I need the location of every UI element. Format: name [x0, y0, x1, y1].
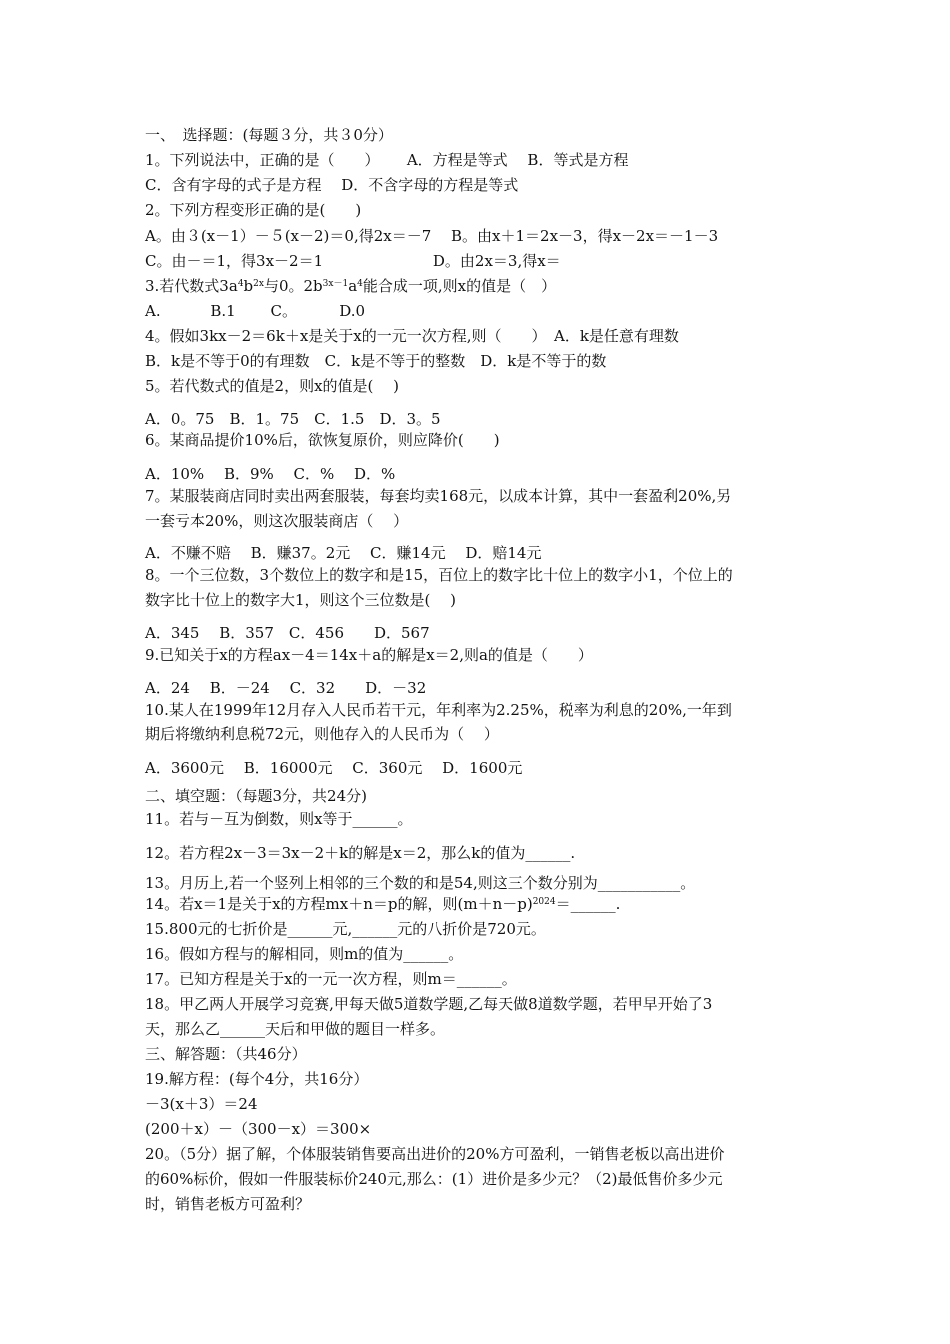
- question-line: 3.若代数式$3a^4b^{2x}$与0。$2b^{3x-1}a^4$能合成一项,则x的值是（ ）: [145, 277, 557, 295]
- question-line: 10.某人在1999年12月存入人民币若干元，年利率为2.25%，税率为利息的20%,一年到: [145, 701, 732, 719]
- section-heading-fill: 二、填空题：（每题3分，共24分): [145, 787, 367, 805]
- option-line: A．24 B．－24 C．32 D．－32: [145, 679, 427, 697]
- option-line: A．3600元 B．16000元 C．360元 D．1600元: [145, 759, 523, 777]
- question-line: 一套亏本20%，则这次服装商店（ ）: [145, 512, 409, 530]
- question-line: 的60%标价，假如一件服装标价240元,那么：(1）进价是多少元？（2)最低售价多少元: [145, 1170, 723, 1188]
- option-line: A。由３(x－1）－５(x－2)＝0,得2x＝－7 B。由x＋1＝2x－3，得x－2x＝－1－3: [145, 227, 719, 245]
- option-line: C。由－＝1，得3x－2＝1 D。由2x＝3,得x＝: [145, 252, 561, 270]
- option-line: A. B.1 C。 D.0: [145, 302, 366, 320]
- option-line: A．345 B．357 C．456 D．567: [145, 624, 430, 642]
- option-line: A．10% B．9% C．% D．%: [145, 465, 396, 483]
- equation-line: －3(x＋3）＝24: [145, 1095, 258, 1113]
- question-line: 天，那么乙______天后和甲做的题目一样多。: [145, 1020, 446, 1038]
- question-line: 14。若x＝1是关于x的方程mx＋n＝p的解，则$(m+n-p)^{2024}=\_\_\_\_\_\_$.: [145, 895, 621, 913]
- section-heading-choice: 一、 选择题：(每题３分，共３0分）: [145, 126, 393, 144]
- option-line: B．k是不等于0的有理数 C．k是不等于的整数 D．k是不等于的数: [145, 352, 607, 370]
- question-line: 1。下列说法中，正确的是（ ） A．方程是等式 B．等式是方程: [145, 151, 629, 169]
- question-line: 8。一个三位数，3个数位上的数字和是15，百位上的数字比十位上的数字小1，个位上的: [145, 566, 733, 584]
- question-line: 12。若方程2x－3＝3x－2＋k的解是x＝2，那么k的值为______.: [145, 844, 576, 862]
- question-line: 7。某服装商店同时卖出两套服装，每套均卖168元，以成本计算，其中一套盈利20%,另: [145, 487, 732, 505]
- question-line: 11。若与－互为倒数，则x等于______。: [145, 810, 413, 828]
- question-line: 数字比十位上的数字大1，则这个三位数是( ): [145, 591, 457, 609]
- question-line: 5。若代数式的值是2，则x的值是( ): [145, 377, 400, 395]
- question-line: 20。（5分）据了解，个体服装销售要高出进价的20%方可盈利，一销售老板以高出进价: [145, 1145, 725, 1163]
- question-line: 15.800元的七折价是______元,______元的八折价是720元。: [145, 920, 546, 938]
- equation-line: (200＋x）－（300－x）＝300×: [145, 1120, 372, 1138]
- question-line: 6。某商品提价10%后，欲恢复原价，则应降价( ): [145, 431, 500, 449]
- question-line: 时，销售老板方可盈利？: [145, 1195, 311, 1213]
- question-line: 13。月历上,若一个竖列上相邻的三个数的和是54,则这三个数分别为___________。: [145, 874, 696, 892]
- question-line: 4。假如3kx－2＝6k＋x是关于x的一元一次方程,则（ ） A．k是任意有理数: [145, 327, 679, 345]
- question-line: 2。下列方程变形正确的是( ): [145, 201, 362, 219]
- question-line: 9.已知关于x的方程ax－4＝14x＋a的解是x＝2,则a的值是（ ）: [145, 646, 593, 664]
- option-line: C．含有字母的式子是方程 D．不含字母的方程是等式: [145, 176, 519, 194]
- question-line: 18。甲乙两人开展学习竞赛,甲每天做5道数学题,乙每天做8道数学题，若甲早开始了3: [145, 995, 713, 1013]
- question-line: 16。假如方程与的解相同，则m的值为______。: [145, 945, 464, 963]
- option-line: A．0。75 B．1。75 C．1.5 D．3。5: [145, 410, 441, 428]
- question-line: 17。已知方程是关于x的一元一次方程，则m＝______。: [145, 970, 517, 988]
- question-line: 19.解方程：(每个4分，共16分）: [145, 1070, 369, 1088]
- question-line: 期后将缴纳利息税72元，则他存入的人民币为（ ）: [145, 725, 499, 743]
- section-heading-solve: 三、解答题：（共46分）: [145, 1045, 307, 1063]
- option-line: A．不赚不赔 B．赚37。2元 C．赚14元 D．赔14元: [145, 544, 542, 562]
